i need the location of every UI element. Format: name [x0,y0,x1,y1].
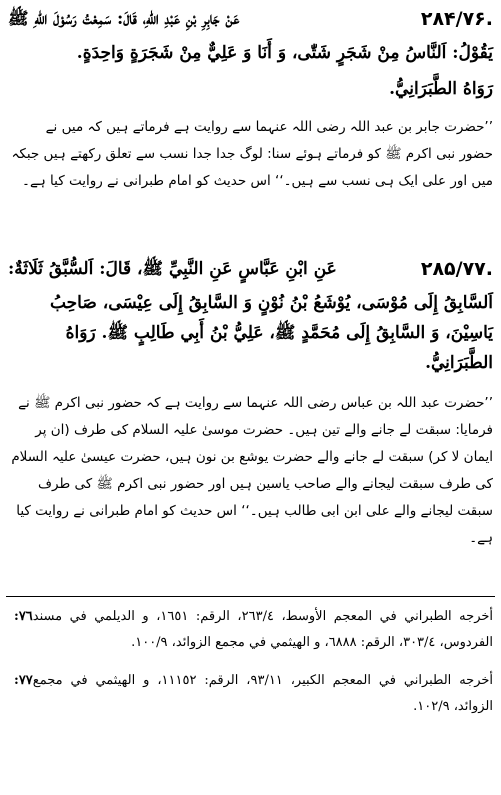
hadith-285 [0,254,501,552]
hadith-number: ۲۸۵/۷۷. [420,258,493,280]
footnote-divider [6,596,495,597]
hadith-284 [0,4,501,195]
hadith-header [8,4,493,34]
hadith-text-body: يَقُوْلُ: اَلنَّاسُ مِنْ شَجَرٍ شَتّٰى، وَ أَنَا وَ عَلِيٌّ مِنْ شَجَرَةٍ وَاحِدَةٍ. [76,43,493,63]
footnote-text: أخرجه الطبراني في المعجم الأوسط، ٢٦٣/٤، الرقم: ١٦٥١، و الديلمي في مسند الفردوس، ٣٠٣/٤، الرقم: ٦٨٨٨، و الهيثمي في مجمع الزوائد، ١٠٠/٩. [32,609,494,650]
footnote-text: أخرجه الطبراني في المعجم الكبير، ٩٣/١١، الرقم: ١١١٥٢، و الهيثمي في مجمع الزوائد، ١٠٢/٩. [32,673,494,714]
footnote-77 [8,668,493,720]
urdu-translation: ’’حضرت جابر بن عبد اللہ رضی اللہ عنہما سے روایت ہے فرماتے ہیں کہ میں نے حضور نبی اکرم ﷺ کو فرماتے ہوئے سنا: لوگ جدا جدا نسب سے تعلق رکھتے ہیں جبکہ میں اور علی ایک ہی نسب سے ہیں۔‘‘ اس حدیث کو امام طبرانی نے روایت کیا ہے۔ [11,119,493,189]
hadith-source: رَوَاهُ الطَّبَرَانِيُّ. [389,79,493,99]
hadith-text-head: عَنِ ابْنِ عَبَّاسٍ عَنِ النَّبِيِّ ﷺ، قَالَ: اَلسُّبَّقُ ثَلَاثَةٌ: [8,259,337,279]
hadith-header [8,254,493,284]
footnote-number: ٧٦: [14,609,33,624]
footnote-76 [8,604,493,656]
footnote-number: ٧٧: [14,673,33,688]
urdu-translation: ’’حضرت عبد اللہ بن عباس رضی اللہ عنہما سے روایت ہے کہ حضور نبی اکرم ﷺ نے فرمایا: سبقت لے جانے والے تین ہیں۔ حضرت موسیٰ علیہ السلام کی طرف (ان پر ایمان لا کر) سبقت لے جانے والے حضرت یوشع بن نون ہیں، حضرت عیسیٰ علیہ السلام کی طرف سبقت لیجانے والے صاحب یاسین ہیں اور حضور نبی اکرم ﷺ کی طرف سبقت لیجانے والے علی ابن ابی طالب ہیں۔‘‘ اس حدیث کو امام طبرانی نے روایت کیا ہے۔ [11,395,493,546]
footnotes [0,604,501,720]
hadith-number: ۲۸۴/۷۶. [420,8,493,30]
hadith-text-head: عَنْ جَابِرِ بْنِ عَبْدِ اللهِ، قَالَ: سَمِعْتُ رَسُوْلَ اللهِ ﷺ [8,9,240,29]
hadith-text-body: اَلسَّابِقُ إِلَى مُوْسَى، يُوْشَعُ بْنُ نُوْنٍ وَ السَّابِقُ إِلَى عِيْسَى، صَاحِبُ يَاسِيْنَ، وَ السَّابِقُ إِلَى مُحَمَّدٍ ﷺ، عَلِيُّ بْنُ أَبِي طَالِبٍ ﷺ. رَوَاهُ الطَّبَرَانِيُّ. [49,293,493,373]
